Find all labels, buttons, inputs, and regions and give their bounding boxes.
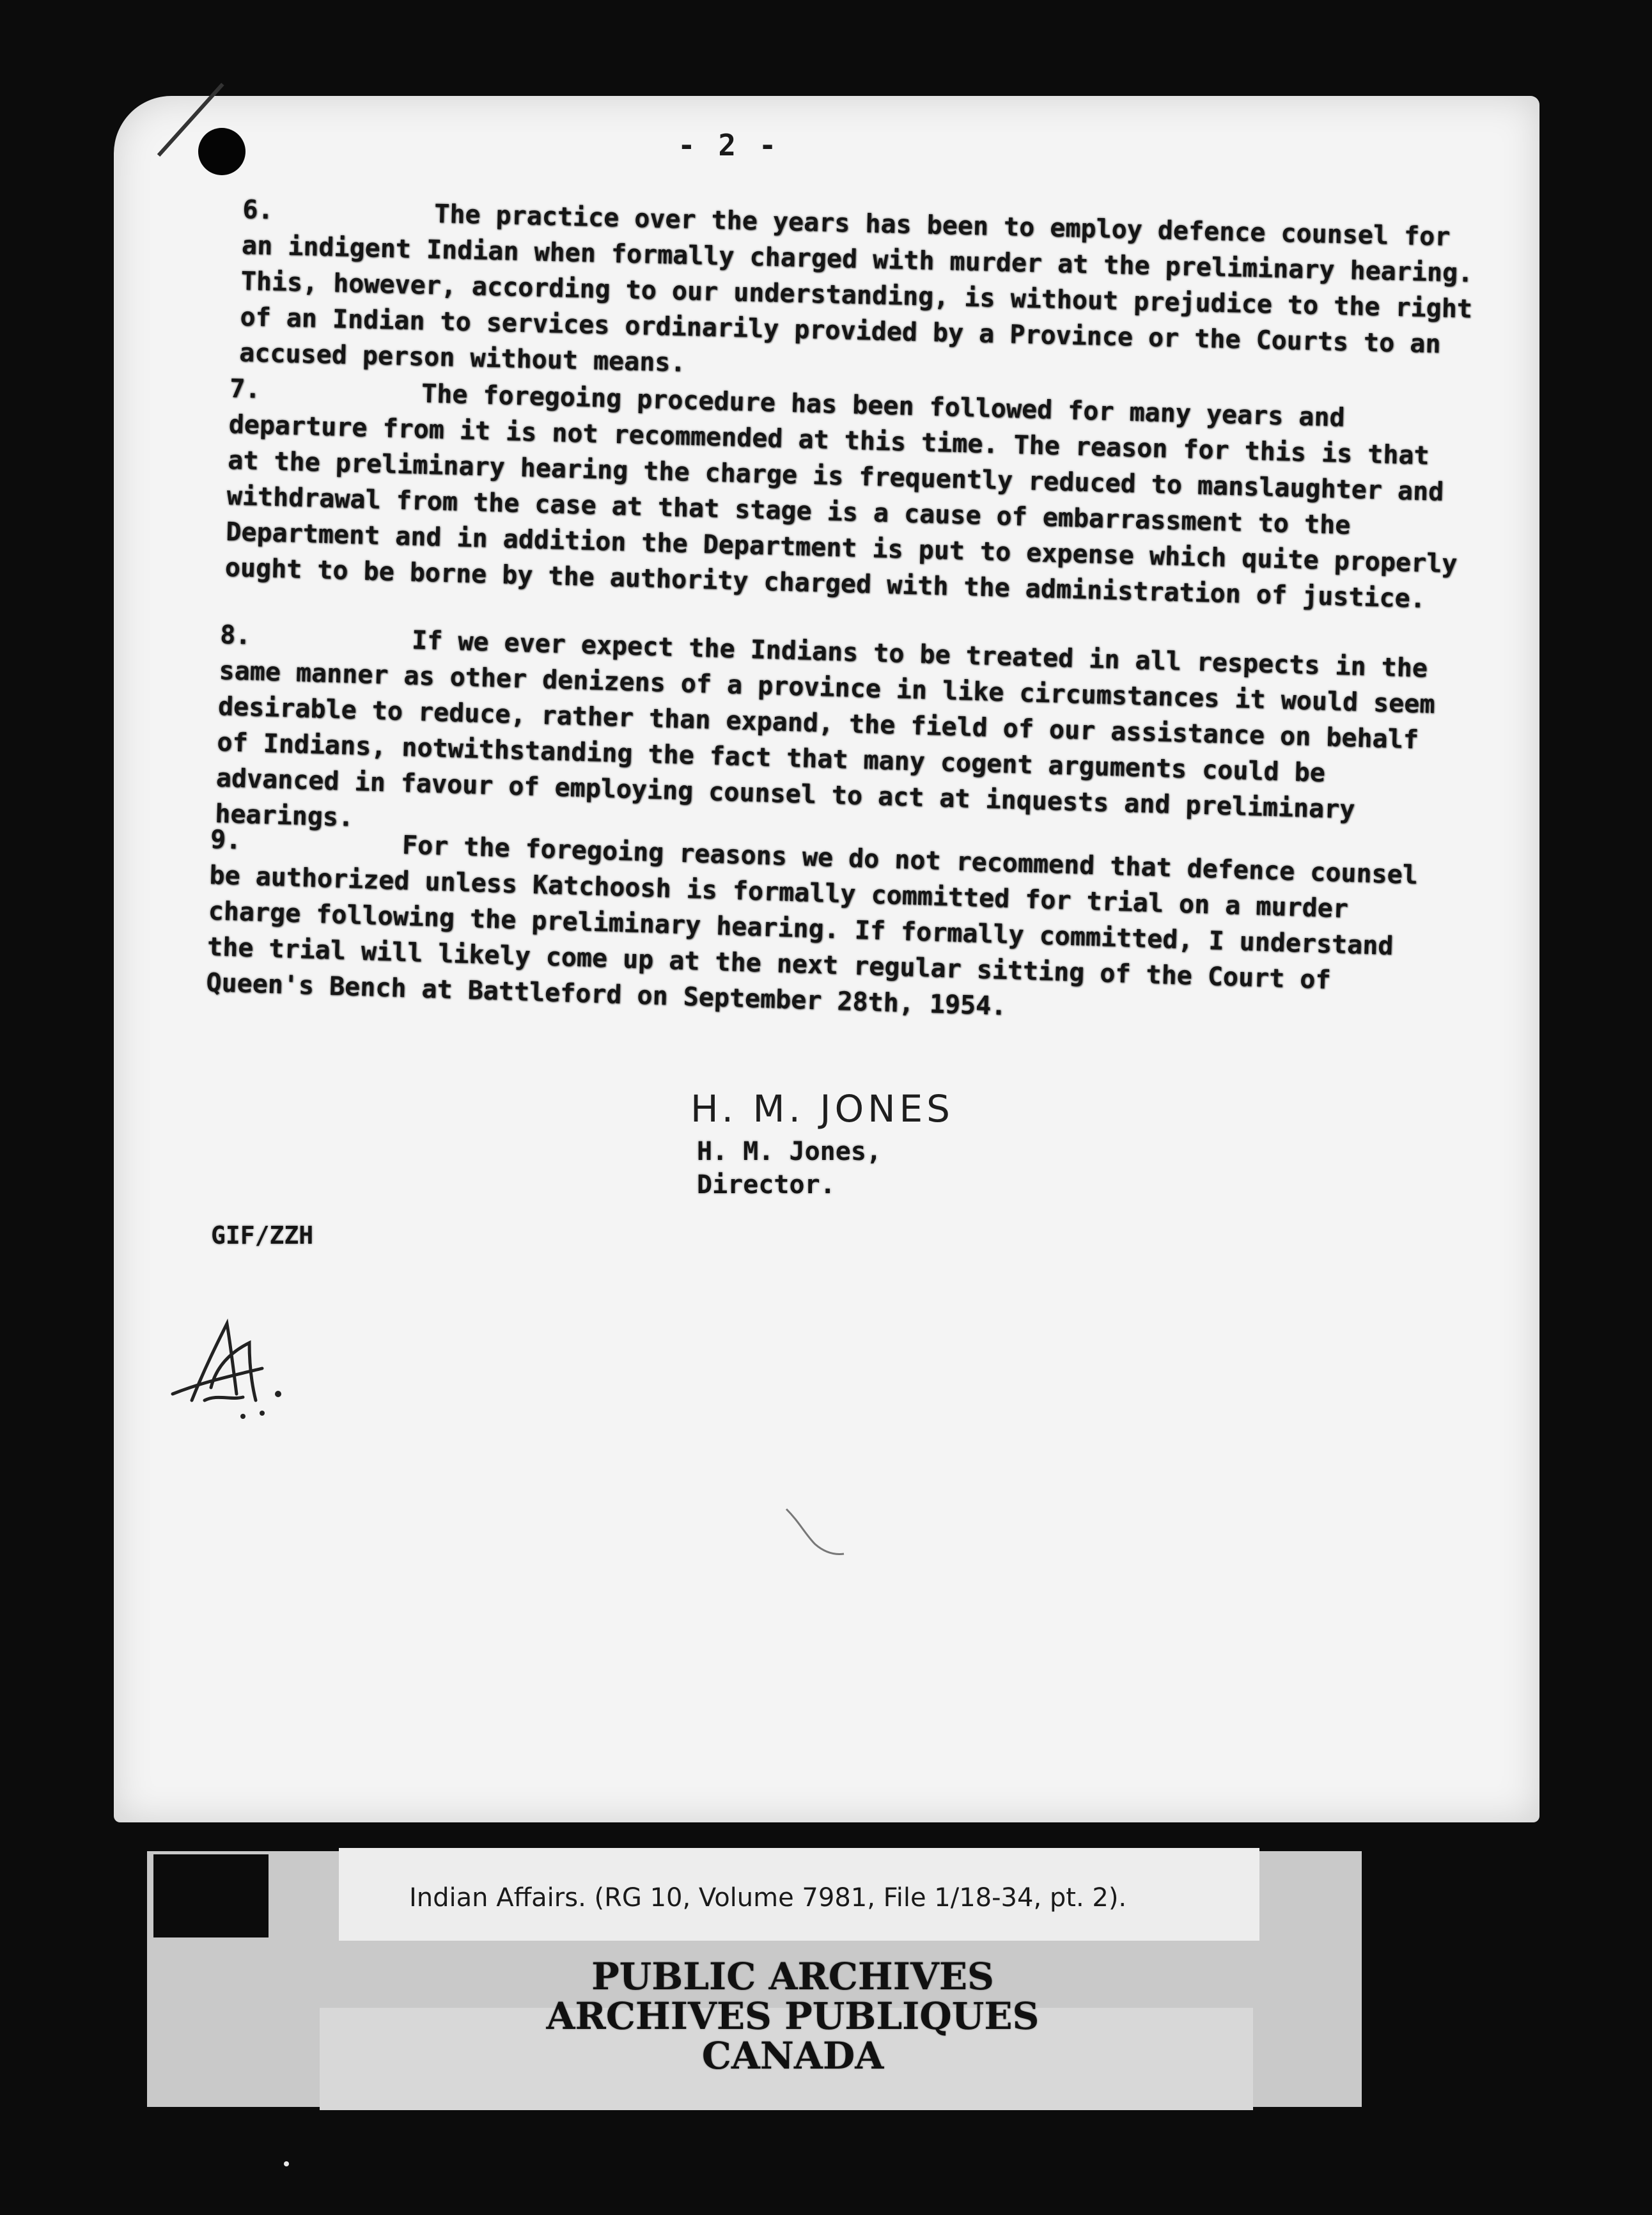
handwritten-initials	[166, 1304, 307, 1432]
paragraph-text: The practice over the years has been to employ defence counsel for an indigent Indian when formally charged with murder at the preliminary hearing. This, however, according to our understanding, is without prejudice to the right of an Indian to services ordinarily provided by a Province or the Courts to an accused person without means.	[238, 199, 1474, 378]
label-tab-cutout	[153, 1854, 269, 1937]
paragraph-9	[206, 822, 1444, 1037]
paper-mark	[780, 1503, 850, 1560]
paragraph-number: 8.	[219, 620, 252, 651]
signature-block	[697, 1135, 882, 1201]
stamped-signature-name: H. M. JONES	[690, 1087, 954, 1131]
paragraph-number: 9.	[210, 824, 242, 856]
reference-initials: GIF/ZZH	[211, 1221, 314, 1249]
typed-name: H. M. Jones,	[697, 1137, 882, 1166]
dust-speck	[284, 2161, 289, 2166]
signer-title: Director.	[697, 1170, 836, 1200]
archive-line-3: CANADA	[701, 2034, 884, 2078]
paragraph-number: 6.	[242, 194, 274, 226]
paragraph-text: If we ever expect the Indians to be treated in all respects in the same manner as other denizens of a province in like circumstances it would seem desirable to reduce, rather than expand, the field of our assistance on behalf of Indians, notwithstanding the fact that many cogent arguments could be advanced in favour of employing counsel to act at inquests and preliminary hearings.	[214, 625, 1436, 833]
archive-stamp	[448, 1957, 1138, 2076]
archive-line-1: PUBLIC ARCHIVES	[591, 1955, 994, 1998]
paragraph-6	[239, 192, 1477, 399]
paragraph-7	[224, 371, 1463, 618]
paragraph-text: For the foregoing reasons we do not recommend that defence counsel be authorized unless Katchoosh is formally committed for trial on a murder charge following the preliminary hearing. If formally committed, I understand the trial will likely come up at the next regular sitting of the Court of Queen's Bench at Battleford on September 28th, 1954.	[205, 830, 1419, 1022]
archive-line-2: ARCHIVES PUBLIQUES	[546, 1994, 1040, 2038]
page-number: - 2 -	[678, 128, 779, 162]
punch-hole	[198, 128, 245, 175]
archive-citation: Indian Affairs. (RG 10, Volume 7981, File 1/18-34, pt. 2).	[409, 1883, 1127, 1913]
paragraph-text: The foregoing procedure has been followed for many years and departure from it is not recommended at this time. The reason for this is that at the preliminary hearing the charge is frequently reduced to manslaughter and withdrawal from the case at that stage is a cause of embarrassment to the Department and in addition the Department is put to expense which quite properly ought to be borne by the authority charged with the administration of justice.	[224, 379, 1458, 614]
paragraph-number: 7.	[229, 373, 261, 405]
